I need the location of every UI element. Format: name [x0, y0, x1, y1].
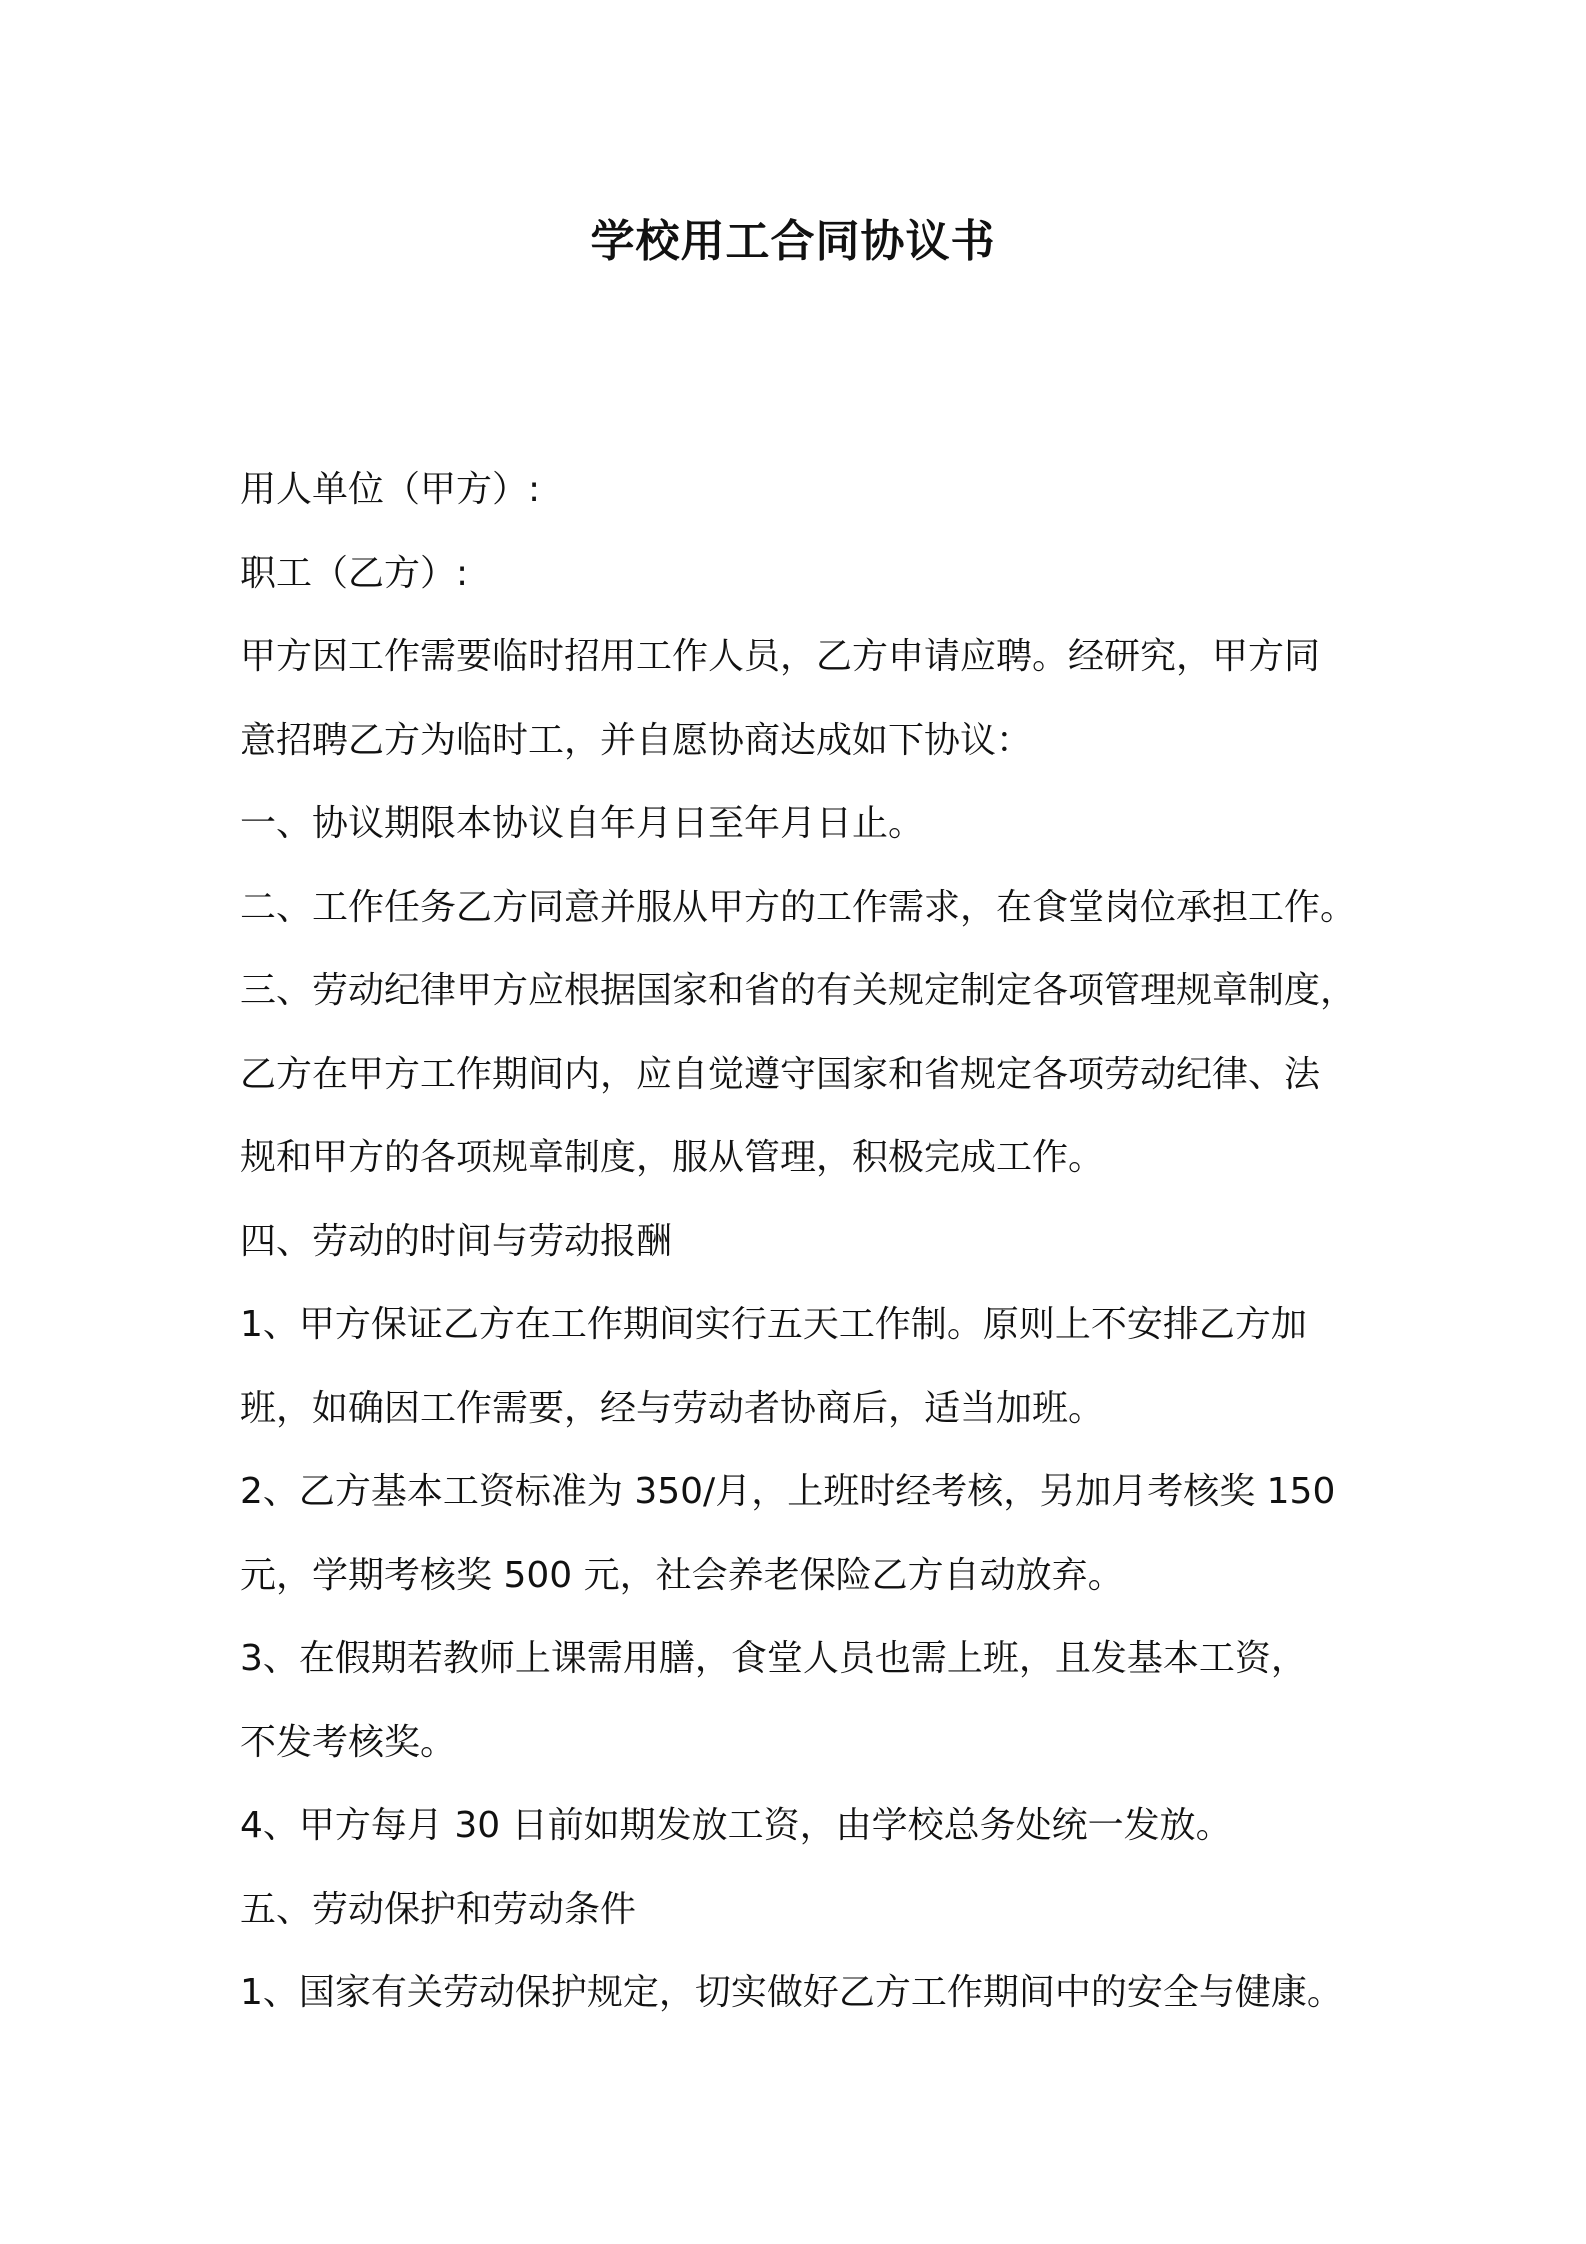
- clause-2-task: 二、工作任务乙方同意并服从甲方的工作需求，在食堂岗位承担工作。: [240, 886, 1357, 928]
- clause-4-3-line-1: 3、在假期若教师上课需用膳，食堂人员也需上班，且发基本工资，: [240, 1638, 1307, 1679]
- clause-4-2-line-2: 元，学期考核奖 500 元，社会养老保险乙方自动放弃。: [240, 1554, 1124, 1596]
- clause-3-line-2: 乙方在甲方工作期间内，应自觉遵守国家和省规定各项劳动纪律、法: [240, 1053, 1321, 1095]
- party-b-line: 职工（乙方）:: [240, 552, 469, 594]
- preamble-line-1: 甲方因工作需要临时招用工作人员，乙方申请应聘。经研究，甲方同: [240, 636, 1321, 677]
- document-body: [240, 448, 1360, 2035]
- clause-4-2-line-1: 2、乙方基本工资标准为 350/月，上班时经考核，另加月考核奖 150: [240, 1471, 1336, 1512]
- clause-4-1-line-1: 1、甲方保证乙方在工作期间实行五天工作制。原则上不安排乙方加: [240, 1304, 1307, 1345]
- clause-5-heading: 五、劳动保护和劳动条件: [240, 1888, 637, 1930]
- party-a-line: 用人单位（甲方）:: [240, 469, 541, 510]
- clause-4-1-line-2: 班，如确因工作需要，经与劳动者协商后，适当加班。: [240, 1387, 1105, 1429]
- clause-4-heading: 四、劳动的时间与劳动报酬: [240, 1220, 673, 1262]
- clause-4-4: 4、甲方每月 30 日前如期发放工资，由学校总务处统一发放。: [240, 1805, 1232, 1846]
- clause-1-term: 一、协议期限本协议自年月日至年月日止。: [240, 803, 925, 844]
- clause-3-line-1: 三、劳动纪律甲方应根据国家和省的有关规定制定各项管理规章制度，: [240, 970, 1357, 1011]
- preamble-line-2: 意招聘乙方为临时工，并自愿协商达成如下协议：: [240, 719, 1033, 761]
- clause-3-line-3: 规和甲方的各项规章制度，服从管理，积极完成工作。: [240, 1137, 1105, 1178]
- document-title: 学校用工合同协议书: [590, 216, 996, 267]
- clause-5-1: 1、国家有关劳动保护规定，切实做好乙方工作期间中的安全与健康。: [240, 1972, 1343, 2013]
- clause-4-3-line-2: 不发考核奖。: [240, 1721, 457, 1763]
